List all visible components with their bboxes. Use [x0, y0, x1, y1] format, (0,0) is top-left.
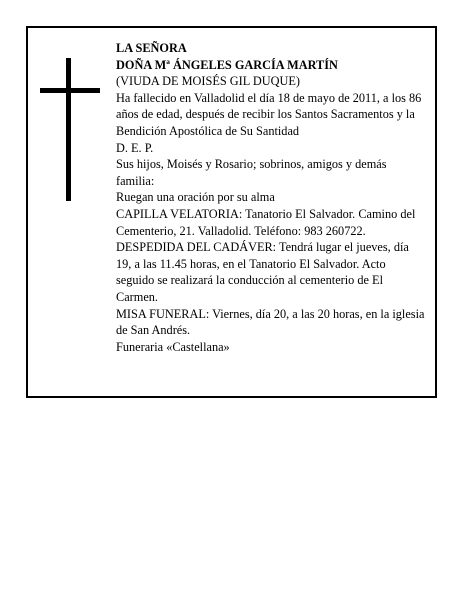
- cross-icon: [40, 58, 100, 201]
- chapel-info: CAPILLA VELATORIA: Tanatorio El Salvador. Camino del Cementerio, 21. Valladolid. Teléfono: 983 260722.: [116, 206, 416, 238]
- death-statement: Ha fallecido en Valladolid el día 18 de mayo de 2011, a los 86 años de edad, después de recibir los Santos Sacramentos y la Bendición Apostólica de Su Santidad: [116, 90, 422, 138]
- notice-text: [116, 40, 426, 355]
- widow-line: (VIUDA DE MOISÉS GIL DUQUE): [116, 74, 300, 89]
- mass-info: MISA FUNERAL: Viernes, día 20, a las 20 horas, en la iglesia de San Andrés.: [116, 306, 425, 338]
- notice-title: LA SEÑORA: [116, 41, 187, 55]
- deceased-name: DOÑA Mª ÁNGELES GARCÍA MARTÍN: [116, 57, 338, 72]
- cross-horizontal-bar: [40, 88, 100, 93]
- family-line: Sus hijos, Moisés y Rosario; sobrinos, amigos y demás familia:: [116, 157, 387, 188]
- cross-vertical-bar: [66, 58, 71, 201]
- prayer-line: Ruegan una oración por su alma: [116, 190, 275, 205]
- funeral-home: Funeraria «Castellana»: [116, 339, 230, 354]
- death-notice: [26, 26, 437, 398]
- dep-line: D. E. P.: [116, 140, 154, 155]
- farewell-info: DESPEDIDA DEL CADÁVER: Tendrá lugar el jueves, día 19, a las 11.45 horas, en el Tanatorio El Salvador. Acto seguido se realizará la conducción al cementerio de El Carmen.: [116, 240, 409, 304]
